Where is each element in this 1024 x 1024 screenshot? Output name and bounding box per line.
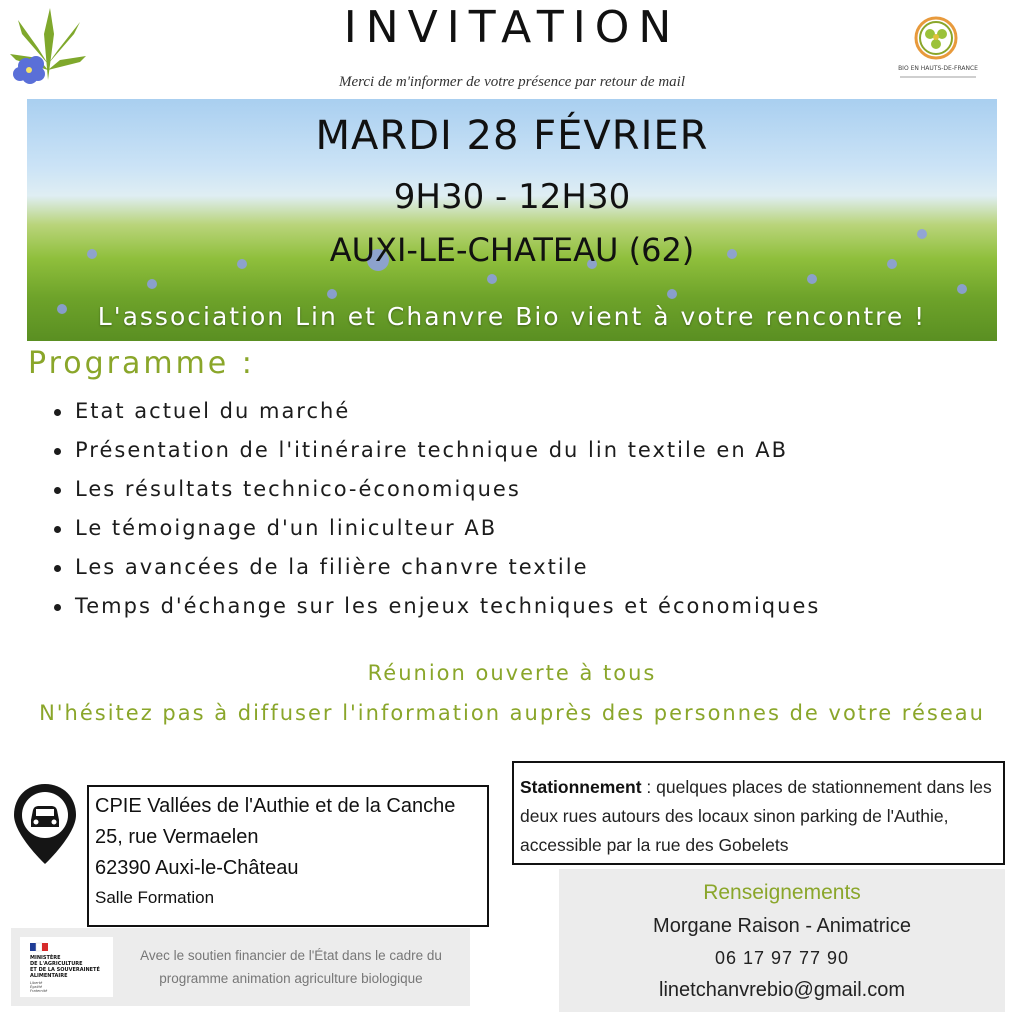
- venue-name: CPIE Vallées de l'Authie et de la Canche: [95, 795, 456, 817]
- programme-list: [52, 392, 820, 626]
- list-item: Le témoignage d'un liniculteur AB: [52, 509, 820, 548]
- svg-text:Liberté: Liberté: [30, 981, 43, 985]
- list-item: Les résultats technico-économiques: [52, 470, 820, 509]
- map-pin-car-icon: [11, 782, 79, 866]
- list-item: Temps d'échange sur les enjeux techniques et économiques: [52, 587, 820, 626]
- parking-text: : quelques places de stationnement dans les deux rues autours des locaux sinon parking de l'Authie, accessible par la rue des Gobelets: [520, 777, 992, 855]
- contact-email: linetchanvrebio@gmail.com: [659, 979, 905, 1001]
- svg-text:ALIMENTAIRE: ALIMENTAIRE: [30, 973, 68, 979]
- venue-room: Salle Formation: [95, 888, 215, 907]
- event-date: MARDI 28 FÉVRIER: [315, 113, 709, 159]
- open-meeting-note: Réunion ouverte à tous: [367, 661, 657, 685]
- association-tagline: L'association Lin et Chanvre Bio vient à votre rencontre !: [97, 302, 927, 331]
- info-title: Renseignements: [703, 881, 861, 904]
- parking-label: Stationnement: [520, 777, 642, 797]
- svg-text:Égalité: Égalité: [30, 985, 43, 989]
- info-box: [559, 869, 1005, 1012]
- svg-text:Fraternité: Fraternité: [30, 989, 48, 993]
- support-text: Avec le soutien financier de l'État dans le cadre du programme animation agriculture biologique: [140, 948, 442, 986]
- share-note: N'hésitez pas à diffuser l'information auprès des personnes de votre réseau: [39, 701, 985, 725]
- venue-street: 25, rue Vermaelen: [95, 826, 259, 848]
- contact-name: Morgane Raison - Animatrice: [653, 915, 911, 937]
- event-time: 9H30 - 12H30: [393, 177, 631, 217]
- venue-city: 62390 Auxi-le-Château: [95, 857, 299, 879]
- svg-text:BIO EN HAUTS-DE-FRANCE: BIO EN HAUTS-DE-FRANCE: [898, 65, 978, 72]
- list-item: Les avancées de la filière chanvre textile: [52, 548, 820, 587]
- page-title: INVITATION: [343, 2, 681, 53]
- svg-text:MINISTÈRE: MINISTÈRE: [30, 955, 61, 961]
- event-banner: [27, 99, 997, 341]
- ministry-logo-icon: [20, 937, 113, 997]
- list-item: Etat actuel du marché: [52, 392, 820, 431]
- programme-title: Programme :: [28, 346, 255, 381]
- support-box: [11, 928, 470, 1006]
- list-item: Présentation de l'itinéraire technique du lin textile en AB: [52, 431, 820, 470]
- address-box: [87, 785, 489, 927]
- svg-text:DE L'AGRICULTURE: DE L'AGRICULTURE: [30, 961, 83, 967]
- svg-text:ET DE LA SOUVERAINETÉ: ET DE LA SOUVERAINETÉ: [30, 967, 100, 973]
- event-place: AUXI-LE-CHATEAU (62): [329, 231, 695, 269]
- contact-phone: 06 17 97 77 90: [714, 948, 850, 968]
- rsvp-note: Merci de m'informer de votre présence par retour de mail: [338, 74, 686, 90]
- parking-box: [512, 761, 1005, 865]
